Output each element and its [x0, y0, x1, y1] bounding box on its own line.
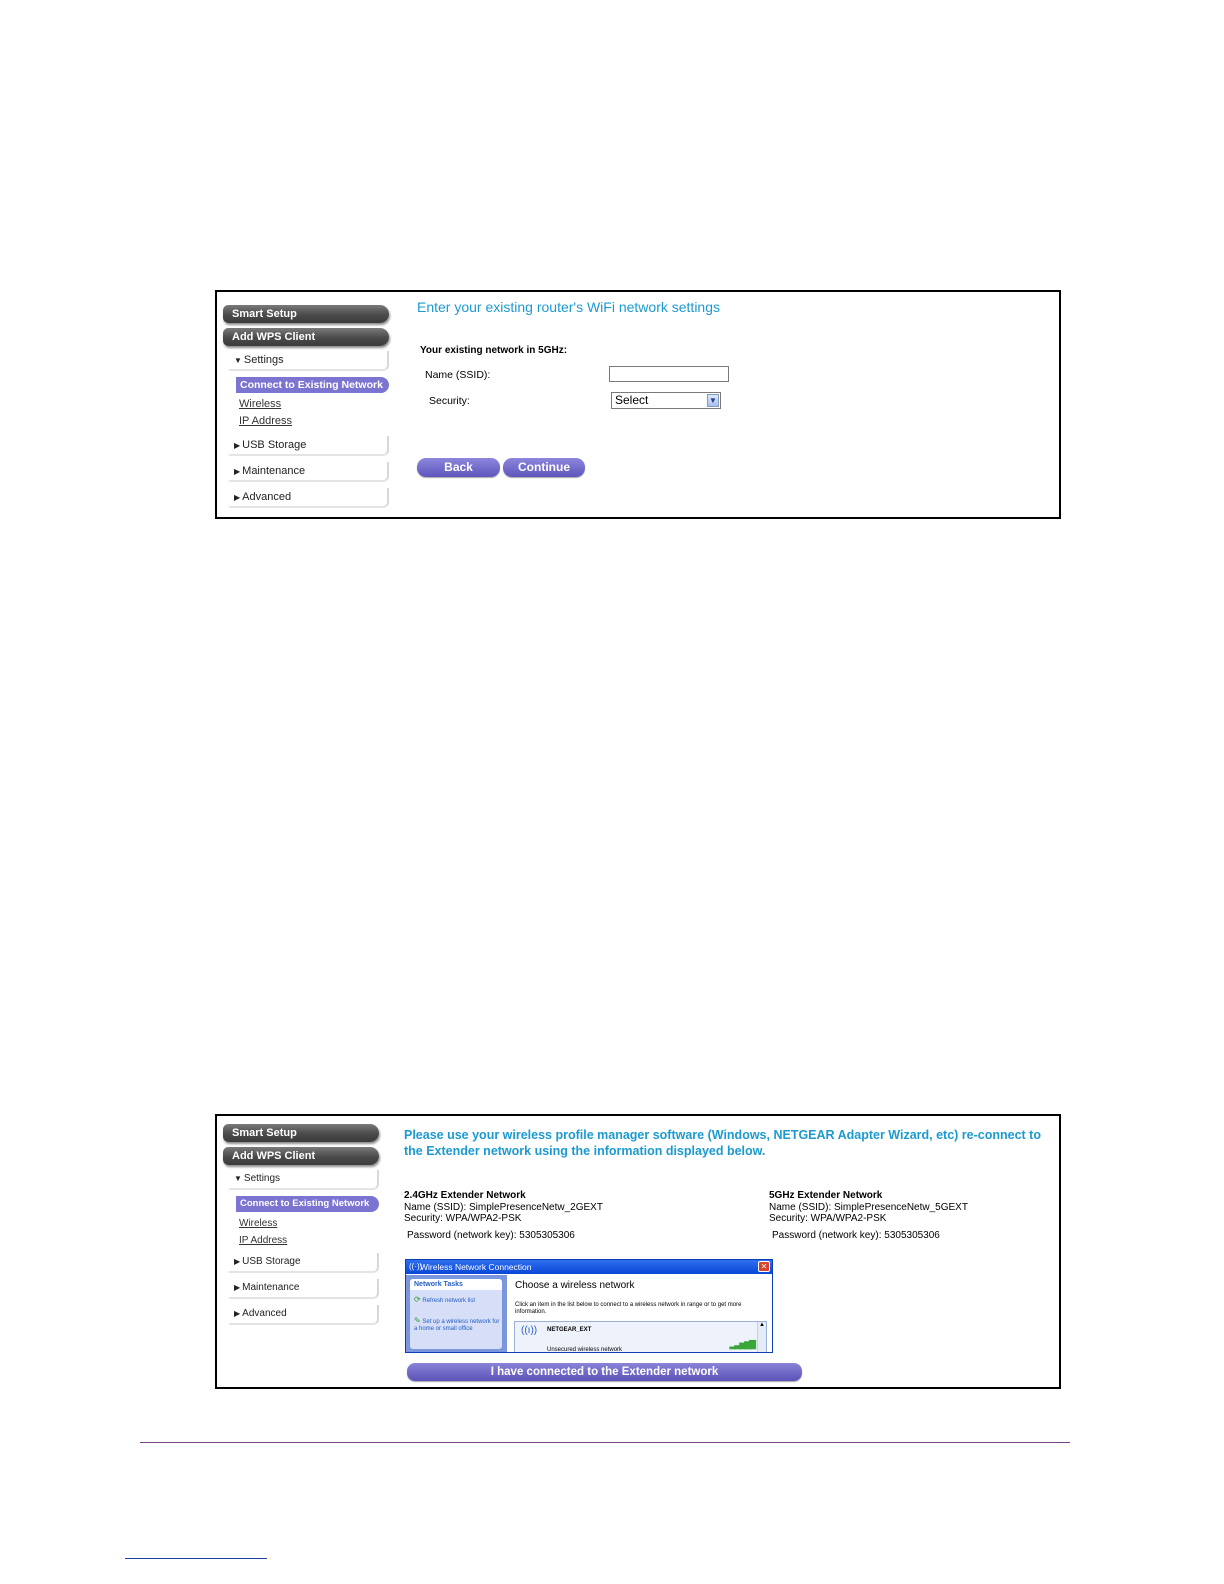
page-title: Enter your existing router's WiFi network settings	[417, 299, 721, 315]
wifi-icon: ((·))	[409, 1262, 423, 1271]
network-5ghz-heading: 5GHz Extender Network	[769, 1190, 883, 1201]
collapsed-arrow-icon: ▶	[234, 467, 241, 476]
security-select[interactable]	[611, 392, 721, 409]
dialog-title: Wireless Network Connection	[420, 1262, 532, 1272]
add-wps-client-button[interactable]: Add WPS Client	[223, 1147, 379, 1165]
back-button[interactable]: Back	[417, 458, 500, 477]
setup-network-icon: ✎	[414, 1316, 421, 1325]
ssid-input[interactable]	[609, 366, 729, 382]
collapsed-arrow-icon: ▶	[234, 493, 241, 502]
network-list	[514, 1321, 767, 1353]
dialog-main-pane	[509, 1275, 772, 1352]
settings-section[interactable]	[229, 1170, 379, 1190]
scrollbar: ▲	[757, 1322, 766, 1353]
settings-section[interactable]	[229, 351, 389, 371]
maintenance-label: Maintenance	[242, 1282, 300, 1293]
extender-reconnect-panel	[215, 1114, 1061, 1389]
connect-existing-network-item[interactable]: Connect to Existing Network	[236, 377, 389, 393]
network-24ghz-info	[404, 1190, 603, 1241]
refresh-icon: ⟳	[414, 1295, 421, 1304]
network-5ghz-password: Password (network key): 5305305306	[772, 1229, 940, 1241]
network-tasks-header: Network Tasks	[410, 1279, 502, 1290]
router-settings-panel	[215, 290, 1061, 519]
collapsed-arrow-icon: ▶	[234, 441, 241, 450]
wireless-link[interactable]: Wireless	[239, 398, 282, 410]
advanced-label: Advanced	[242, 1308, 287, 1319]
maintenance-section[interactable]	[229, 462, 389, 482]
network-subheading: Your existing network in 5GHz:	[420, 345, 568, 356]
usb-storage-label: USB Storage	[242, 1256, 301, 1267]
usb-storage-label: USB Storage	[242, 439, 307, 451]
close-icon: ✕	[758, 1261, 770, 1272]
chevron-down-icon[interactable]: ▼	[707, 394, 719, 407]
reconnect-instructions: Please use your wireless profile manager software (Windows, NETGEAR Adapter Wizard, etc) re-connect to the Extender network using the information displayed below.	[404, 1128, 1041, 1158]
refresh-task-label: Refresh network list	[422, 1298, 476, 1304]
advanced-section[interactable]	[229, 1305, 379, 1325]
expanded-arrow-icon: ▼	[234, 1174, 242, 1183]
wireless-antenna-icon: ((ı))	[521, 1325, 538, 1336]
connect-existing-network-item[interactable]: Connect to Existing Network	[236, 1196, 379, 1212]
ip-address-link[interactable]: IP Address	[239, 1235, 288, 1246]
dialog-titlebar	[406, 1260, 772, 1274]
expanded-arrow-icon: ▼	[234, 356, 242, 365]
footer-divider	[140, 1442, 1070, 1443]
settings-label: Settings	[243, 1173, 281, 1184]
collapsed-arrow-icon: ▶	[234, 1283, 241, 1292]
collapsed-arrow-icon: ▶	[234, 1257, 241, 1266]
maintenance-label: Maintenance	[242, 465, 306, 477]
setup-network-task-label: Set up a wireless network for a home or small office	[414, 1319, 500, 1332]
network-5ghz-security: Security: WPA/WPA2-PSK	[769, 1213, 887, 1224]
network-5ghz-ssid: Name (SSID): SimplePresenceNetw_5GEXT	[769, 1201, 968, 1213]
wireless-link[interactable]: Wireless	[239, 1218, 278, 1229]
network-24ghz-security: Security: WPA/WPA2-PSK	[404, 1213, 522, 1224]
continue-button[interactable]: Continue	[503, 458, 585, 477]
smart-setup-button[interactable]: Smart Setup	[223, 1124, 379, 1142]
network-tasks-box	[410, 1279, 502, 1349]
network-24ghz-ssid: Name (SSID): SimplePresenceNetw_2GEXT	[404, 1201, 603, 1213]
network-24ghz-password: Password (network key): 5305305306	[407, 1229, 575, 1241]
smart-setup-button[interactable]: Smart Setup	[223, 305, 389, 323]
signal-strength-icon: ▂▃▅▆▇	[729, 1339, 754, 1349]
network-24ghz-heading: 2.4GHz Extender Network	[404, 1190, 526, 1201]
security-selected-value: Select	[615, 393, 649, 407]
usb-storage-section[interactable]	[229, 436, 389, 456]
collapsed-arrow-icon: ▶	[234, 1309, 241, 1318]
security-label: Security:	[429, 395, 470, 407]
sidebar	[223, 1124, 379, 1331]
ssid-label: Name (SSID):	[425, 369, 491, 381]
network-list-status: Unsecured wireless network	[547, 1347, 623, 1353]
usb-storage-section[interactable]	[229, 1253, 379, 1273]
refresh-task	[414, 1296, 502, 1305]
advanced-label: Advanced	[242, 491, 292, 503]
sidebar	[223, 305, 389, 514]
connected-to-extender-button[interactable]: I have connected to the Extender network	[407, 1363, 802, 1381]
dialog-heading: Choose a wireless network	[515, 1280, 635, 1291]
ip-address-link[interactable]: IP Address	[239, 415, 292, 427]
settings-label: Settings	[243, 354, 284, 366]
add-wps-client-button[interactable]: Add WPS Client	[223, 328, 389, 346]
setup-network-task	[414, 1317, 502, 1333]
wireless-connection-screenshot	[405, 1259, 773, 1353]
network-list-ssid: NETGEAR_EXT	[547, 1327, 592, 1333]
footer-link-underline	[125, 1558, 267, 1559]
network-5ghz-info	[769, 1190, 968, 1241]
advanced-section[interactable]	[229, 488, 389, 508]
maintenance-section[interactable]	[229, 1279, 379, 1299]
dialog-description: Click an item in the list below to connect to a wireless network in range or to get more information.	[515, 1302, 742, 1315]
dialog-task-pane	[406, 1275, 507, 1352]
